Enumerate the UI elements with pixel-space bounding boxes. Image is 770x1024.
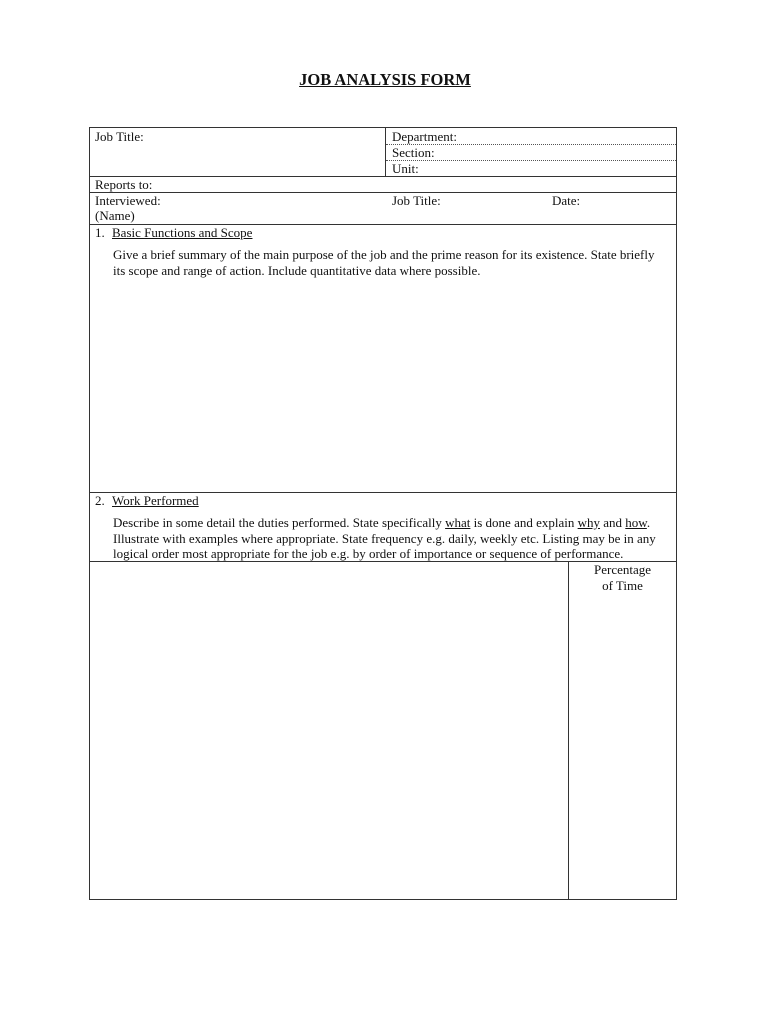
section-label: Section: <box>392 145 435 160</box>
work-performed-answer-area[interactable] <box>91 563 567 898</box>
emphasis-what: what <box>445 515 471 530</box>
instr-text: and <box>600 515 626 530</box>
percentage-column-divider <box>568 561 569 899</box>
department-label: Department: <box>392 129 457 144</box>
emphasis-why: why <box>577 515 601 530</box>
section1-instructions <box>113 247 675 278</box>
unit-label: Unit: <box>392 161 419 176</box>
instr-text: is done and explain <box>470 515 578 530</box>
date-label: Date: <box>552 193 581 208</box>
instr-text: Describe in some detail the duties performed. State specifically <box>113 515 446 530</box>
interviewee-job-title-label: Job Title: <box>392 193 441 208</box>
divider <box>386 160 676 161</box>
form-title: JOB ANALYSIS FORM <box>299 70 471 89</box>
divider <box>90 176 676 177</box>
section2-instructions-line1 <box>113 515 675 531</box>
job-analysis-form <box>89 127 677 900</box>
reports-to-label: Reports to: <box>95 177 153 192</box>
percentage-of-time-header <box>569 562 676 593</box>
header-divider <box>385 128 386 176</box>
emphasis-how: how <box>625 515 647 530</box>
percentage-label: Percentage <box>593 562 652 577</box>
section2-heading: Work Performed <box>112 493 199 508</box>
basic-functions-answer-area[interactable] <box>91 280 675 490</box>
name-label: (Name) <box>95 208 135 223</box>
instr-text: . <box>646 515 651 530</box>
of-time-label: of Time <box>602 577 643 593</box>
section1-instructions-line1: Give a brief summary of the main purpose of the job and the prime reason for its existence. State briefly <box>113 247 655 262</box>
section2-instructions <box>113 515 675 562</box>
divider <box>90 192 676 193</box>
section2-number: 2. <box>95 493 105 508</box>
section2-instructions-line3: logical order most appropriate for the job e.g. by order of importance or sequence of performance. <box>113 546 624 561</box>
section1-number: 1. <box>95 225 105 240</box>
interviewed-label: Interviewed: <box>95 193 161 208</box>
percentage-of-time-answer-area[interactable] <box>570 596 675 898</box>
section2-instructions-line2: Illustrate with examples where appropriate. State frequency e.g. daily, weekly etc. Listing may be in any <box>113 530 656 546</box>
job-title-label: Job Title: <box>95 129 144 144</box>
section1-instructions-line2: its scope and range of action. Include quantitative data where possible. <box>113 262 481 278</box>
section1-heading: Basic Functions and Scope <box>112 225 253 240</box>
